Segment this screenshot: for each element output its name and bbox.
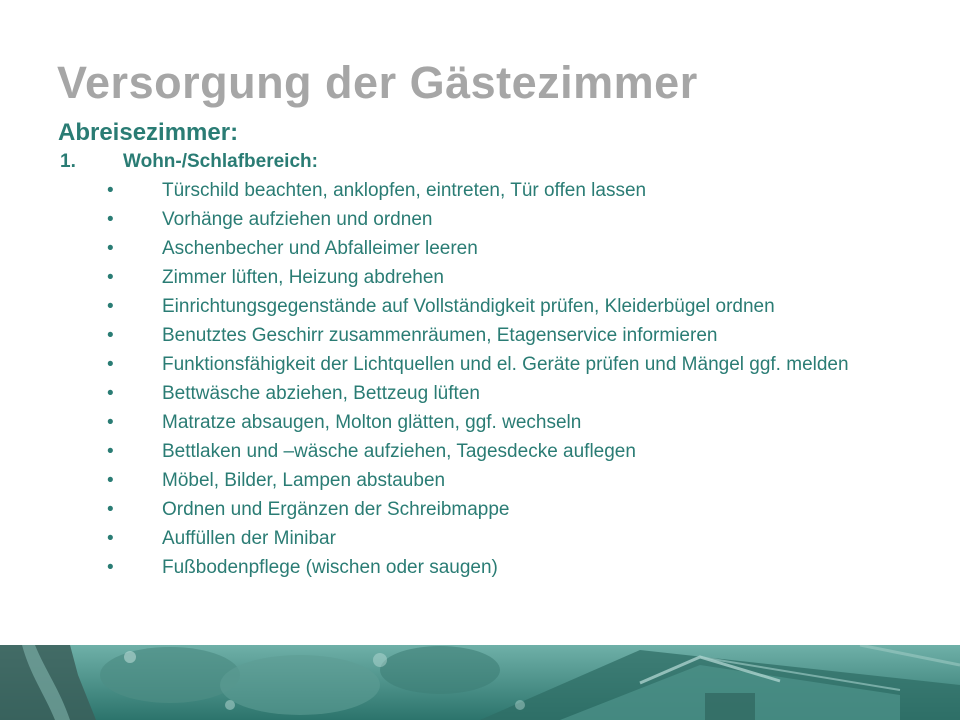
bullet-dot: •: [107, 209, 114, 230]
bullet-dot: •: [107, 238, 114, 259]
bullet-dot: •: [107, 499, 114, 520]
bullet-dot: •: [107, 383, 114, 404]
list-item-text: Aschenbecher und Abfalleimer leeren: [162, 238, 478, 259]
bullet-dot: •: [107, 412, 114, 433]
decorative-photo: [0, 645, 960, 720]
list-item: [0, 558, 862, 577]
section-label: Wohn-/Schlafbereich:: [123, 151, 318, 172]
list-item-text: Matratze absaugen, Molton glätten, ggf. wechseln: [162, 412, 582, 433]
list-item: [0, 471, 862, 490]
footer-photo-strip: [0, 645, 960, 720]
list-item: [0, 500, 862, 519]
bullet-dot: •: [107, 470, 114, 491]
bullet-dot: •: [107, 267, 114, 288]
list-item: [0, 239, 862, 258]
list-item-text: Benutztes Geschirr zusammenräumen, Etagenservice informieren: [162, 325, 718, 346]
list-item-text: Vorhänge aufziehen und ordnen: [162, 209, 433, 230]
slide-subtitle: Abreisezimmer:: [58, 119, 239, 146]
list-item-text: Bettlaken und –wäsche aufziehen, Tagesdecke auflegen: [162, 441, 636, 462]
list-item: [0, 529, 862, 548]
list-item: [0, 355, 862, 374]
bullet-list: [0, 181, 960, 587]
list-item-text: Ordnen und Ergänzen der Schreibmappe: [162, 499, 510, 520]
list-item-text: Funktionsfähigkeit der Lichtquellen und el. Geräte prüfen und Mängel ggf. melden: [162, 354, 849, 375]
list-item-text: Möbel, Bilder, Lampen abstauben: [162, 470, 446, 491]
list-item: [0, 181, 862, 200]
bullet-dot: •: [107, 557, 114, 578]
bullet-dot: •: [107, 180, 114, 201]
list-item-text: Einrichtungsgegenstände auf Vollständigkeit prüfen, Kleiderbügel ordnen: [162, 296, 775, 317]
bullet-dot: •: [107, 296, 114, 317]
list-item: [0, 297, 862, 316]
list-item-text: Auffüllen der Minibar: [162, 528, 336, 549]
list-item-text: Bettwäsche abziehen, Bettzeug lüften: [162, 383, 480, 404]
list-item-text: Türschild beachten, anklopfen, eintreten, Tür offen lassen: [162, 180, 647, 201]
section-heading: [60, 150, 318, 174]
list-item: [0, 210, 862, 229]
list-item: [0, 384, 862, 403]
list-item-text: Fußbodenpflege (wischen oder saugen): [162, 557, 498, 578]
bullet-dot: •: [107, 325, 114, 346]
list-item: [0, 413, 862, 432]
bullet-dot: •: [107, 528, 114, 549]
section-number: 1.: [60, 151, 76, 172]
bullet-dot: •: [107, 354, 114, 375]
list-item: [0, 268, 862, 287]
list-item-text: Zimmer lüften, Heizung abdrehen: [162, 267, 444, 288]
slide-title: Versorgung der Gästezimmer: [57, 57, 698, 108]
list-item: [0, 326, 862, 345]
list-item: [0, 442, 862, 461]
bullet-dot: •: [107, 441, 114, 462]
